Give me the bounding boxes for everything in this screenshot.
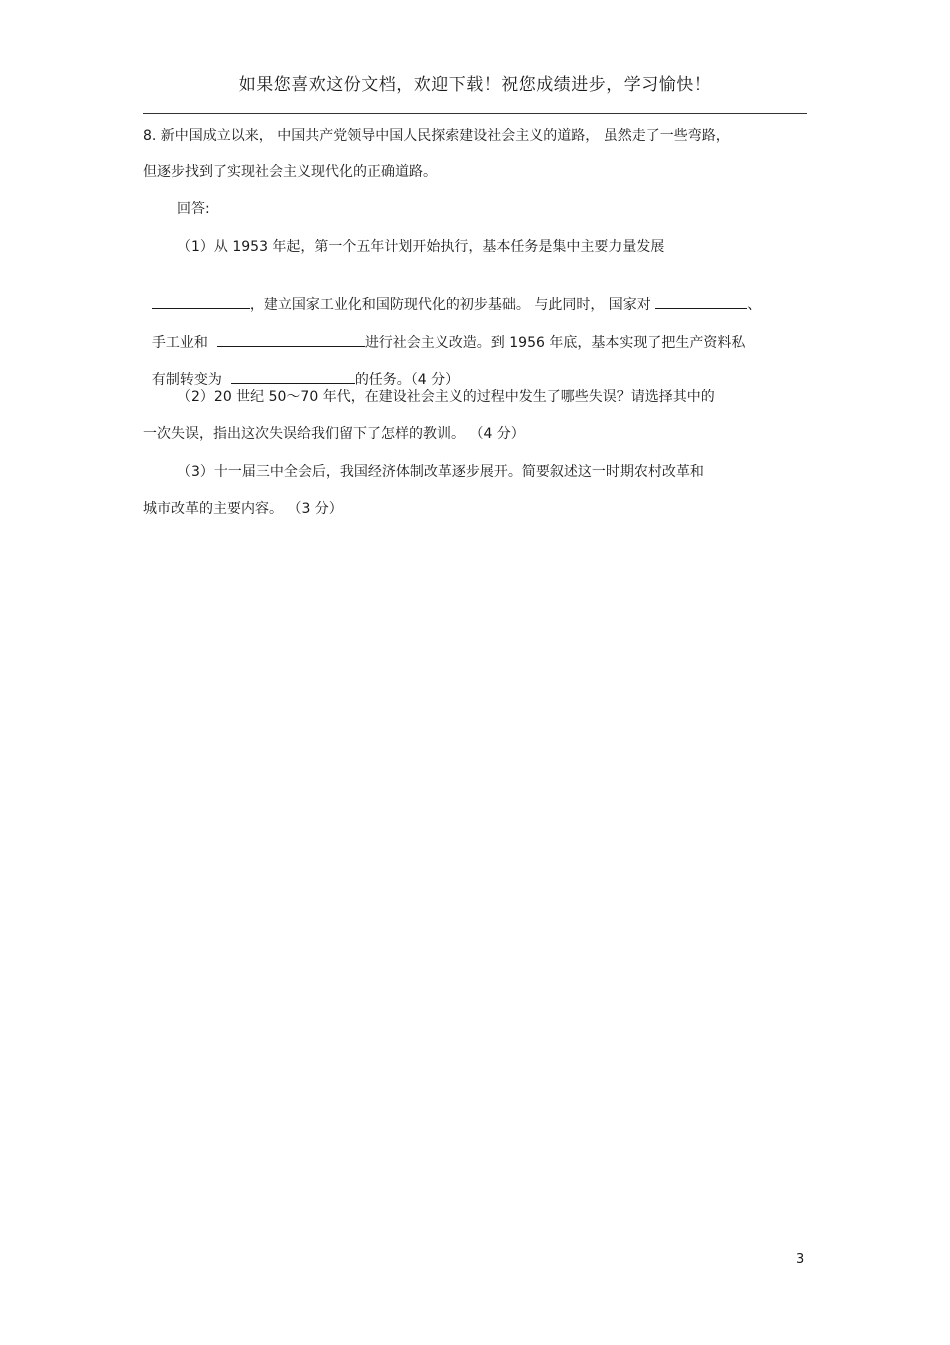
- fill-in-blank-4[interactable]: [231, 369, 355, 384]
- part1-line-4-end: 的任务。（4 分）: [354, 372, 460, 388]
- header-divider: [143, 113, 807, 114]
- part1-line-4: [143, 351, 459, 389]
- document-header: 如果您喜欢这份文档，欢迎下载！祝您成绩进步，学习愉快！: [238, 75, 712, 95]
- part1-line-1: （1）从 1953 年起，第一个五年计划开始执行，基本任务是集中主要力量发展: [177, 239, 665, 255]
- part1-line-2-text: ，建立国家工业化和国防现代化的初步基础。 与此同时， 国家对: [249, 297, 651, 313]
- part1-line-3-text: 进行社会主义改造。到 1956 年底，基本实现了把生产资料私: [364, 335, 746, 351]
- part3-line-1: （3）十一届三中全会后，我国经济体制改革逐步展开。简要叙述这一时期农村改革和: [177, 464, 704, 480]
- part1-line-3: [143, 314, 745, 352]
- part1-line-3-start: 手工业和: [151, 335, 208, 351]
- part2-line-1: （2）20 世纪 50～70 年代，在建设社会主义的过程中发生了哪些失误？请选择其中的: [177, 389, 715, 405]
- part1-line-4-start: 有制转变为: [151, 372, 222, 388]
- page-number: 3: [796, 1252, 805, 1267]
- fill-in-blank-3[interactable]: [217, 332, 365, 347]
- fill-in-blank-2[interactable]: [655, 294, 747, 309]
- question-intro-line-1: 8. 新中国成立以来， 中国共产党领导中国人民探索建设社会主义的道路， 虽然走了一些弯路，: [143, 128, 730, 144]
- part2-line-2: 一次失误，指出这次失误给我们留下了怎样的教训。 （4 分）: [143, 426, 525, 442]
- answer-label: 回答:: [177, 201, 210, 217]
- question-intro-line-2: 但逐步找到了实现社会主义现代化的正确道路。: [143, 164, 437, 180]
- fill-in-blank-1[interactable]: [152, 294, 250, 309]
- part3-line-2: 城市改革的主要内容。 （3 分）: [143, 501, 343, 517]
- part1-line-2-end: 、: [747, 297, 762, 313]
- part1-line-2: [143, 276, 761, 314]
